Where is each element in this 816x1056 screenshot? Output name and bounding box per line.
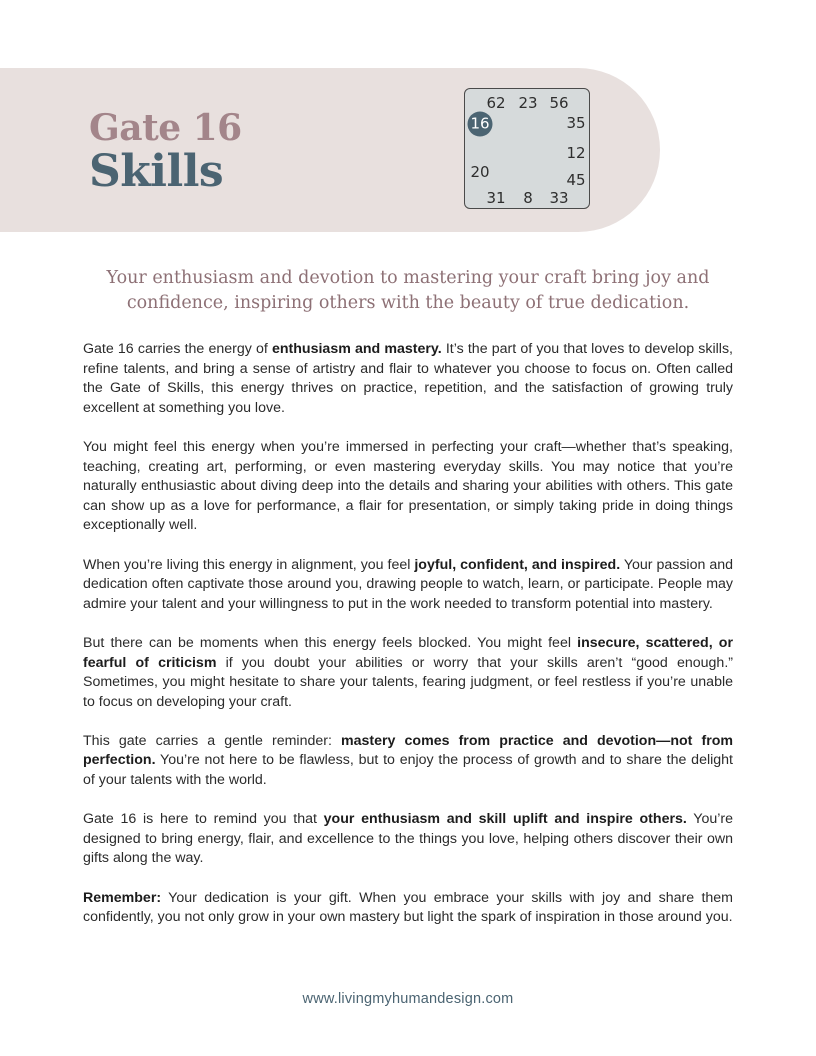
article-body bbox=[83, 340, 733, 947]
footer-website-link[interactable]: www.livingmyhumandesign.com bbox=[302, 991, 514, 1007]
gate-8-label: 8 bbox=[523, 189, 533, 207]
emphasis-text: mastery comes from practice and devotion—not from perfection. bbox=[83, 732, 733, 769]
paragraph-alignment bbox=[83, 556, 733, 615]
text-run: When you’re living this energy in alignment, you feel bbox=[83, 556, 415, 573]
gate-title: Skills bbox=[89, 146, 224, 197]
throat-center-diagram bbox=[464, 88, 590, 209]
emphasis-text: enthusiasm and mastery. bbox=[271, 341, 442, 357]
emphasis-text: Remember: bbox=[83, 889, 162, 906]
text-run: This gate carries a gentle reminder: bbox=[83, 732, 342, 749]
text-run: Your dedication is your gift. When you embrace your skills with joy and share them confidently, you not only grow in your own mastery but light the spark of inspiration in those around you. bbox=[83, 889, 733, 926]
gate-35-label: 35 bbox=[566, 114, 586, 132]
text-run: Gate 16 is here to remind you that bbox=[83, 811, 324, 828]
gate-23-label: 23 bbox=[518, 94, 538, 112]
paragraph-blocked bbox=[83, 634, 733, 712]
paragraph-reminder bbox=[83, 732, 733, 791]
gate-33-label: 33 bbox=[549, 189, 569, 207]
gate-20-label: 20 bbox=[470, 163, 490, 181]
paragraph-remember bbox=[83, 889, 733, 928]
emphasis-text: joyful, confident, and inspired. bbox=[414, 556, 621, 573]
gate-12-label: 12 bbox=[566, 144, 586, 162]
gate-31-label: 31 bbox=[486, 189, 506, 207]
text-run: if you doubt your abilities or worry that your skills aren’t “good enough.” Sometimes, you might hesitate to share your talents, fearing judgment, or feel restless if you’re unable to focus on developing your craft. bbox=[83, 654, 733, 710]
text-run: Gate 16 carries the energy of bbox=[83, 341, 272, 357]
gate-16-highlighted: 16 bbox=[468, 112, 493, 137]
emphasis-text: insecure, scattered, or fearful of criticism bbox=[83, 634, 733, 671]
tagline: Your enthusiasm and devotion to mastering your craft bring joy and confidence, inspiring others with the beauty of true dedication. bbox=[106, 268, 710, 313]
gate-62-label: 62 bbox=[486, 94, 506, 112]
gate-45-label: 45 bbox=[566, 171, 586, 189]
text-run: You’re designed to bring energy, flair, and excellence to the things you love, helping others discover their own gifts along the way. bbox=[83, 811, 733, 867]
text-run: It’s the part of you that loves to develop skills, refine talents, and bring a sense of artistry and flair to whatever you choose to focus on. Often called the Gate of Skills, this energy thrives on practice, repetition, and the satisfaction of growing truly excellent at something you love. bbox=[83, 341, 733, 416]
emphasis-text: your enthusiasm and skill uplift and inspire others. bbox=[323, 811, 687, 828]
gate-number: Gate 16 bbox=[89, 107, 242, 149]
text-run: But there can be moments when this energy feels blocked. You might feel bbox=[83, 634, 578, 651]
text-run: You’re not here to be flawless, but to enjoy the process of growth and to share the delight of your talents with the world. bbox=[83, 752, 733, 789]
paragraph-intro bbox=[83, 340, 733, 418]
text-run: You might feel this energy when you’re immersed in perfecting your craft—whether that’s speaking, teaching, creating art, performing, or even mastering everyday skills. You may notice that you’re naturally enthusiastic about diving deep into the details and sharing your abilities with others. This gate can show up as a love for performance, a flair for presentation, or simply taking pride in doing things exceptionally well. bbox=[83, 438, 733, 534]
paragraph-purpose bbox=[83, 810, 733, 869]
text-run: Your passion and dedication often captivate those around you, drawing people to watch, learn, or participate. People may admire your talent and your willingness to put in the work needed to transform potential into mastery. bbox=[83, 556, 733, 612]
paragraph-feel bbox=[83, 438, 733, 536]
gate-56-label: 56 bbox=[549, 94, 569, 112]
